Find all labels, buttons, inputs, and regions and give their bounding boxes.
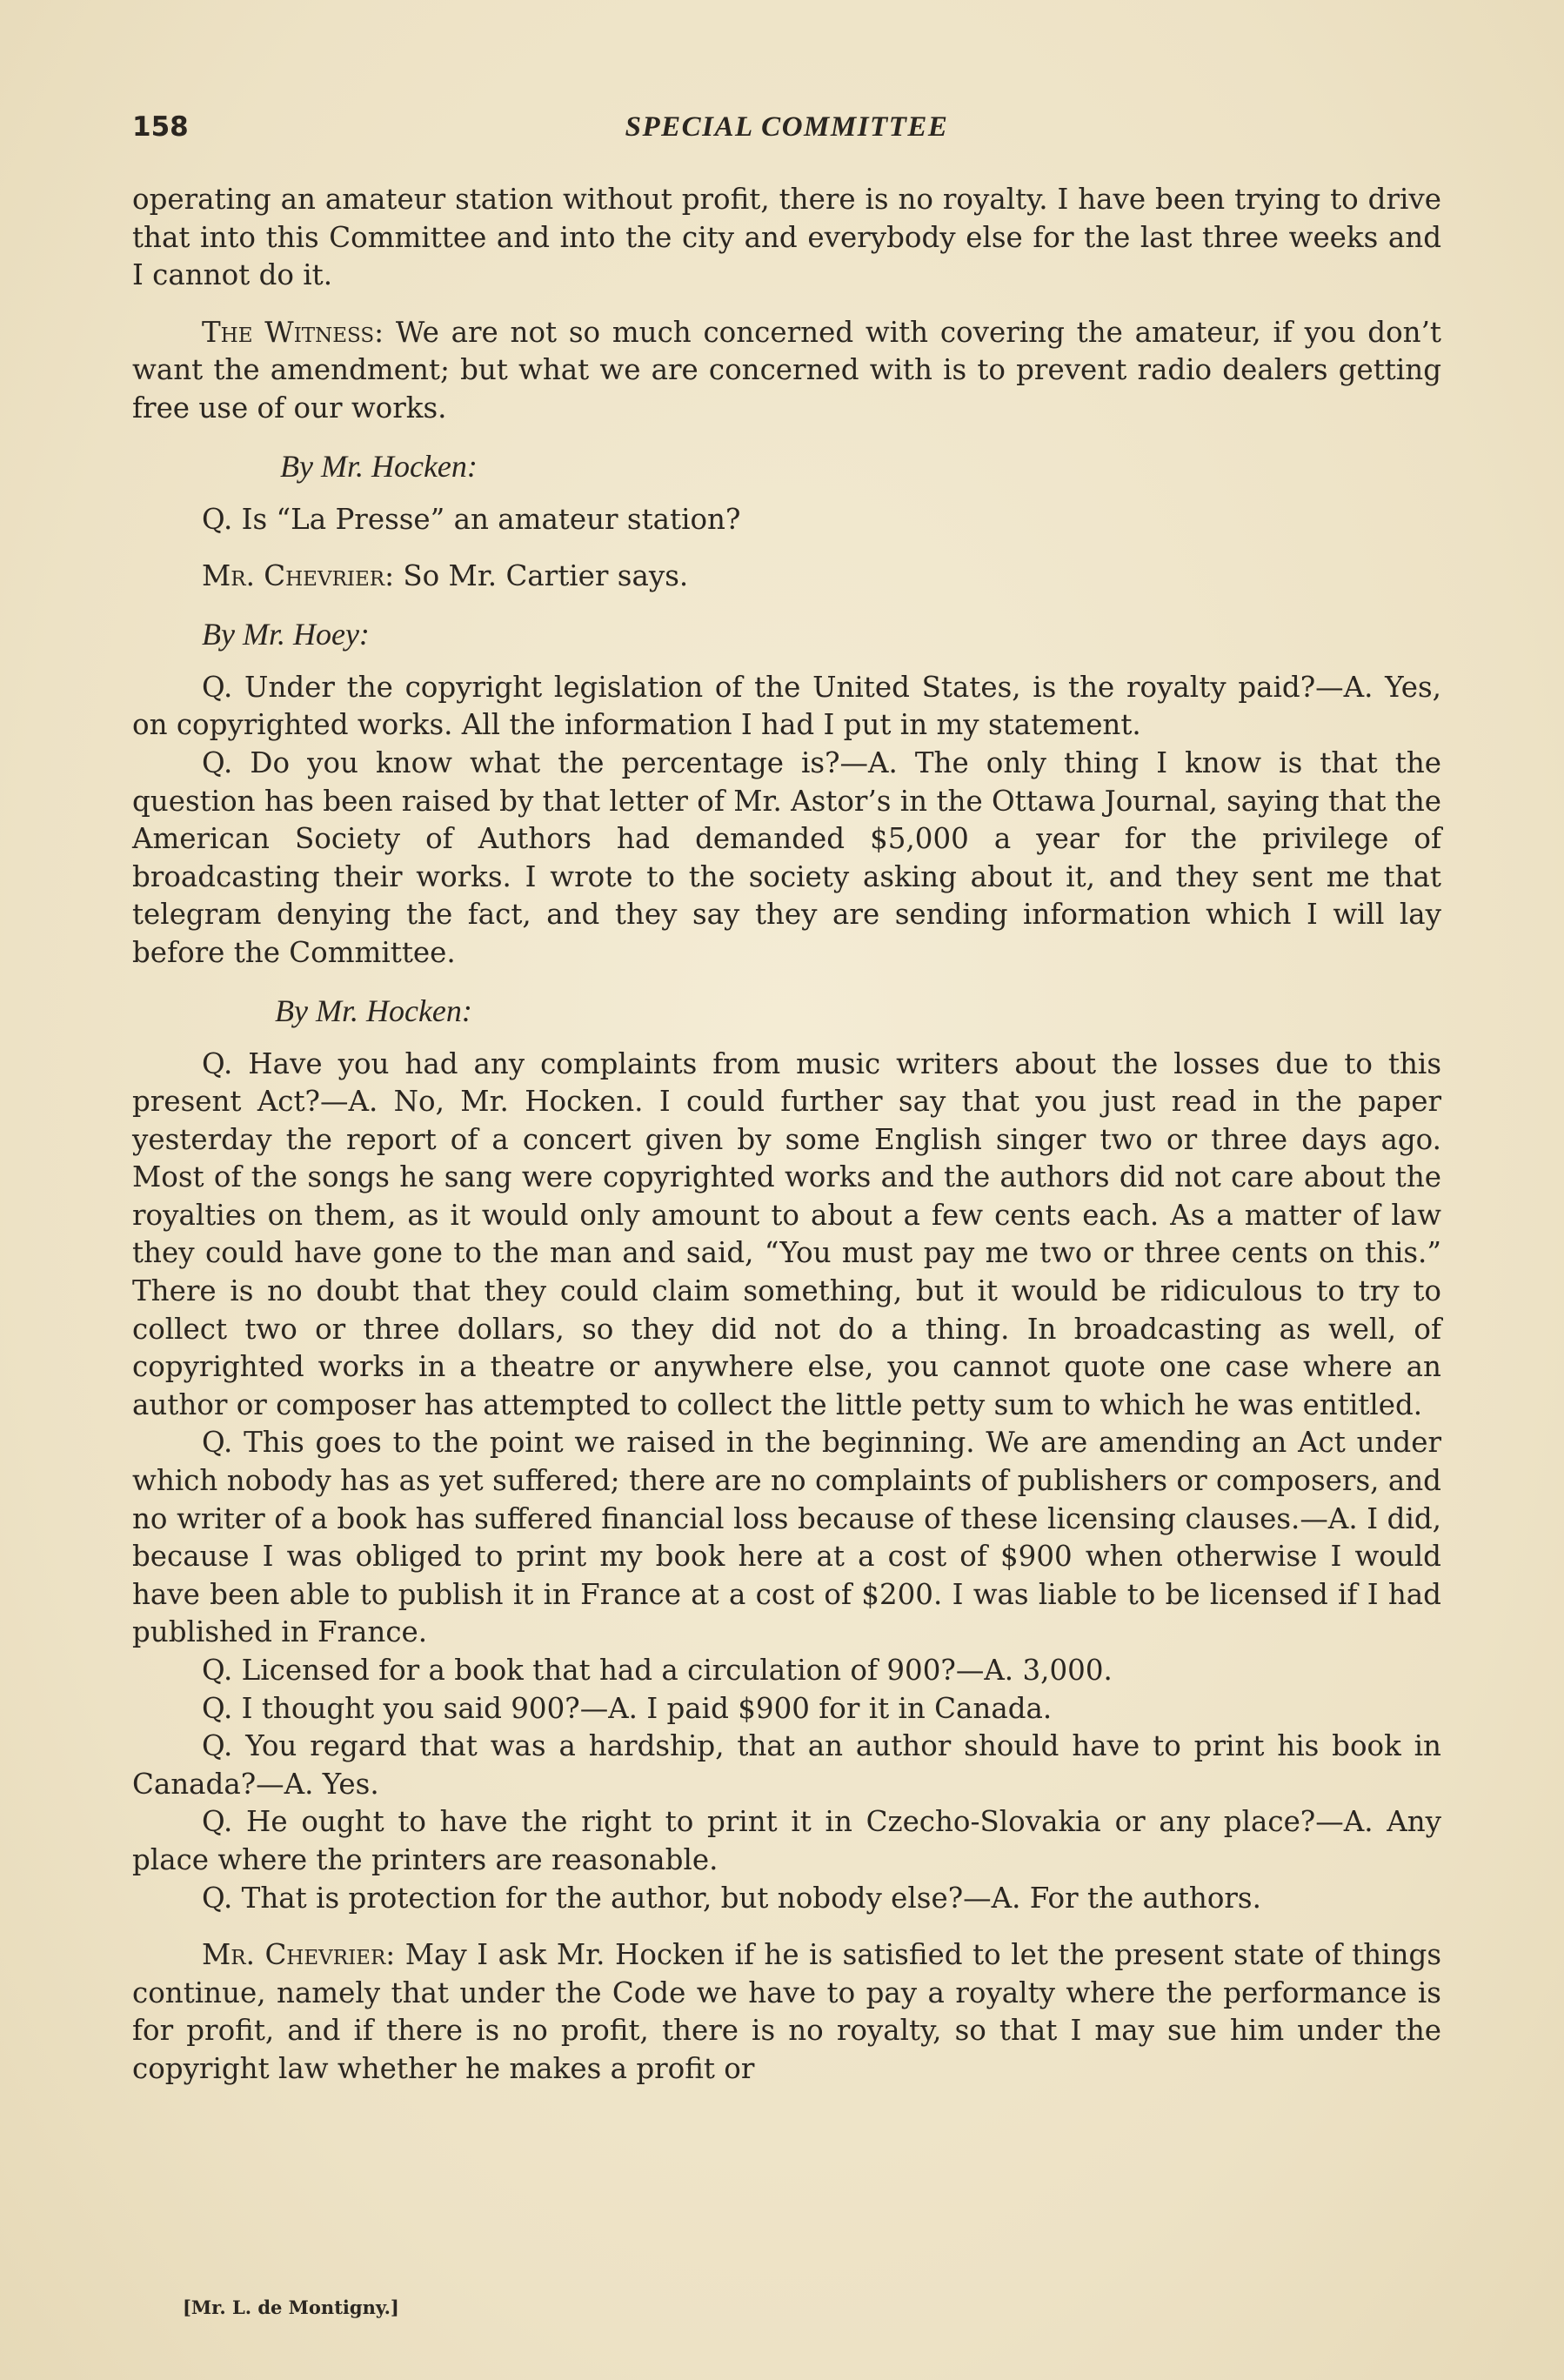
body-text bbox=[132, 181, 1441, 2089]
paragraph: Q. Do you know what the percentage is?—A. The only thing I know is that the question has been raised by that letter of Mr. Astor’s in the Ottawa Journal, saying that the American Society of Authors had demanded $5,000 a year for the privilege of broadcasting their works. I wrote to the society asking about it, and they sent me that telegram denying the fact, and they say they are sending information which I will lay before the Committee. bbox=[132, 745, 1441, 969]
paragraph: Q. Under the copyright legislation of the United States, is the royalty paid?—A. Yes, on copyrighted works. All the information I had I put in my statement. bbox=[132, 670, 1441, 742]
examiner-heading: By Mr. Hocken: bbox=[280, 448, 478, 484]
speaker-name: Mr. Chevrier: bbox=[202, 559, 395, 593]
paragraph: Q. He ought to have the right to print it in Czecho-Slovakia or any place?—A. Any place where the printers are reasonable. bbox=[132, 1805, 1441, 1876]
page-number: 158 bbox=[132, 111, 189, 143]
paragraph: Q. Have you had any complaints from music writers about the losses due to this present Act?—A. No, Mr. Hocken. I could further say that you just read in the paper yesterday the report of a concert given by some English singer two or three days ago. Most of the songs he sang were copyrighted works and the authors did not care about the royalties on them, as it would only amount to about a few cents each. As a matter of law they could have gone to the man and said, “You must pay me two or three cents on this.” There is no doubt that they could claim something, but it would be ridiculous to try to collect two or three dollars, so they did not do a thing. In broadcasting as well, of copyrighted works in a theatre or anywhere else, you cannot quote one case where an author or composer has attempted to collect the little petty sum to which he was entitled. bbox=[132, 1046, 1441, 1421]
paragraph: Q. Is “La Presse” an amateur station? bbox=[202, 502, 741, 536]
paragraph: Q. Licensed for a book that had a circulation of 900?—A. 3,000. bbox=[202, 1654, 1113, 1687]
paragraph: Q. You regard that was a hardship, that an author should have to print his book in Canada?—A. Yes. bbox=[132, 1729, 1441, 1801]
paragraph: Mr. Chevrier: So Mr. Cartier says. bbox=[202, 559, 689, 593]
paragraph: Q. I thought you said 900?—A. I paid $900 for it in Canada. bbox=[202, 1691, 1053, 1725]
paragraph: Mr. Chevrier: May I ask Mr. Hocken if he is satisfied to let the present state of things continue, namely that under the Code we have to pay a royalty where the performance is for profit, and if there is no profit, there is no royalty, so that I may sue him under the copyright law whether he makes a profit or bbox=[132, 1938, 1441, 2085]
page-header bbox=[132, 111, 1441, 155]
examiner-heading: By Mr. Hocken: bbox=[275, 993, 472, 1028]
running-head: SPECIAL COMMITTEE bbox=[625, 111, 949, 143]
paragraph: operating an amateur station without profit, there is no royalty. I have been trying to drive that into this Committee and into the city and everybody else for the last three weeks and I cannot do it. bbox=[132, 183, 1441, 292]
speaker-name: The Witness: bbox=[202, 315, 384, 349]
footer-reference: [Mr. L. de Montigny.] bbox=[183, 2296, 399, 2318]
paragraph: Q. This goes to the point we raised in the beginning. We are amending an Act under which nobody has as yet suffered; there are no complaints of publishers or composers, and no writer of a book has suffered financial loss because of these licensing clauses.—A. I did, because I was obliged to print my book here at a cost of $900 when otherwise I would have been able to publish it in France at a cost of $200. I was liable to be licensed if I had published in France. bbox=[132, 1426, 1441, 1649]
speaker-name: Mr. Chevrier: bbox=[202, 1938, 396, 1972]
examiner-heading: By Mr. Hoey: bbox=[202, 616, 370, 652]
paragraph: The Witness: We are not so much concerned with covering the amateur, if you don’t want the amendment; but what we are concerned with is to prevent radio dealers getting free use of our works. bbox=[132, 315, 1441, 425]
paragraph: Q. That is protection for the author, but nobody else?—A. For the authors. bbox=[202, 1881, 1261, 1915]
